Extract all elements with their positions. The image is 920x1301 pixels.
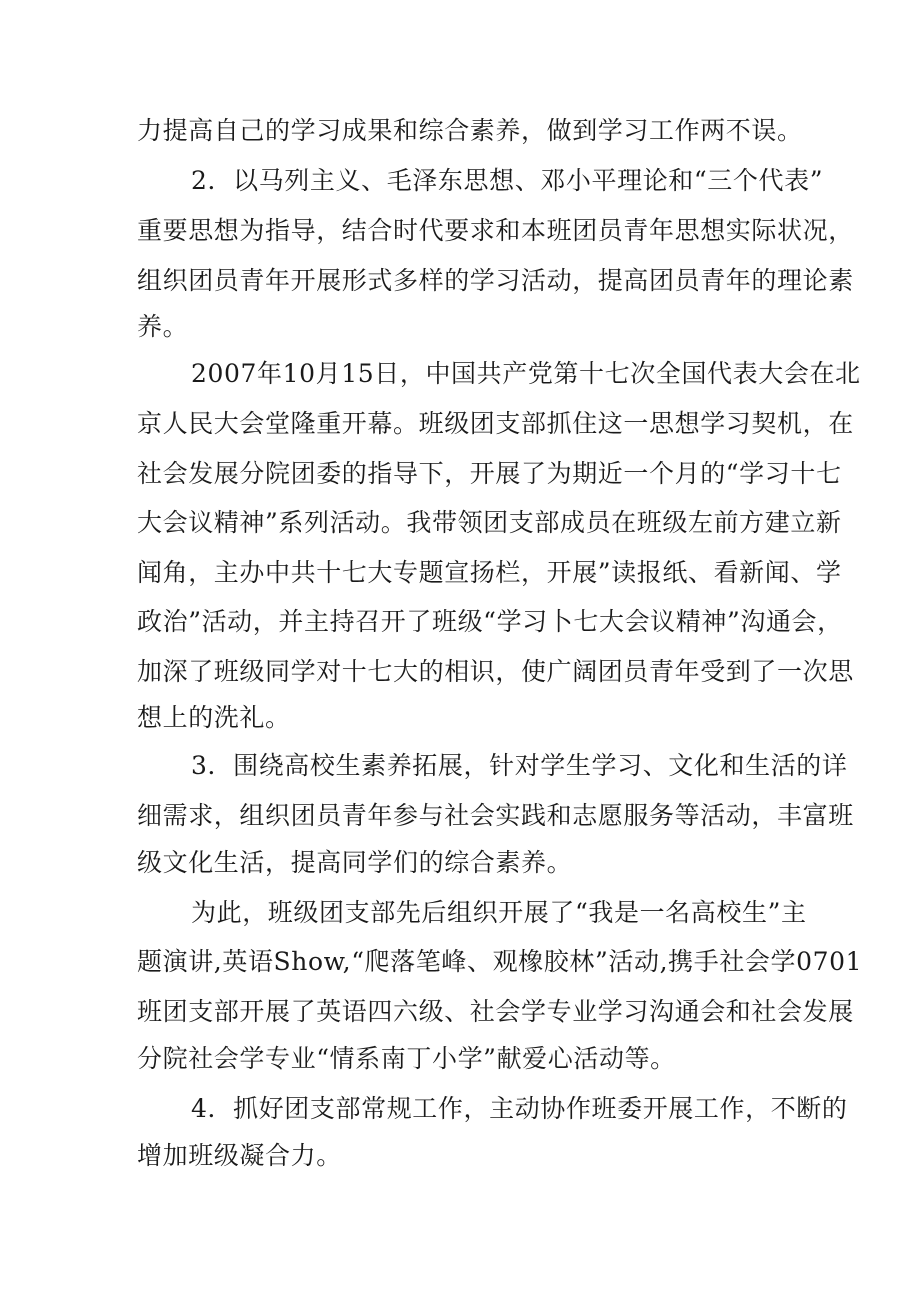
text-line-17: 为此，班级团支部先后组织开展了“我是一名高校生”主 <box>191 898 807 927</box>
text-line-20: 分院社会学专业“情系南丁小学”献爱心活动等。 <box>137 1044 676 1073</box>
text-line-13: 想上的洗礼。 <box>137 703 291 732</box>
text-line-4: 组织团员青年开展形式多样的学习活动，提高团员青年的理论素 <box>137 266 854 295</box>
text-line-1: 力提高自己的学习成果和综合素养，做到学习工作两不误。 <box>137 116 803 145</box>
text-line-7: 京人民大会堂隆重开幕。班级团支部抓住这一思想学习契机，在 <box>137 409 854 438</box>
text-line-9: 大会议精神”系列活动。我带领团支部成员在班级左前方建立新 <box>137 508 842 537</box>
text-line-10: 闻角，主办中共十七大专题宣扬栏，开展”读报纸、看新闻、学 <box>137 558 842 587</box>
text-line-19: 班团支部开展了英语四六级、社会学专业学习沟通会和社会发展 <box>137 997 854 1026</box>
text-line-14: 3．围绕高校生素养拓展，针对学生学习、文化和生活的详 <box>191 751 848 780</box>
text-line-5: 养。 <box>137 312 189 341</box>
text-line-8: 社会发展分院团委的指导下，开展了为期近一个月的“学习十七 <box>137 459 842 488</box>
text-line-21: 4．抓好团支部常规工作，主动协作班委开展工作，不断的 <box>191 1094 848 1123</box>
text-line-15: 细需求，组织团员青年参与社会实践和志愿服务等活动，丰富班 <box>137 801 854 830</box>
text-line-3: 重要思想为指导，结合时代要求和本班团员青年思想实际状况， <box>137 216 854 245</box>
text-line-6: 2007年10月15日，中国共产党第十七次全国代表大会在北 <box>191 359 861 388</box>
text-line-11: 政治”活动，并主持召开了班级“学习卜七大会议精神”沟通会， <box>137 607 843 636</box>
text-line-2: 2．以马列主义、毛泽东思想、邓小平理论和“三个代表” <box>191 166 824 195</box>
text-line-18: 题演讲,英语Show,“爬落笔峰、观橡胶林”活动,携手社会学0701 <box>137 947 863 976</box>
text-line-16: 级文化生活，提高同学们的综合素养。 <box>137 848 573 877</box>
text-line-12: 加深了班级同学对十七大的相识，使广阔团员青年受到了一次思 <box>137 657 854 686</box>
text-line-22: 增加班级凝合力。 <box>137 1141 342 1170</box>
